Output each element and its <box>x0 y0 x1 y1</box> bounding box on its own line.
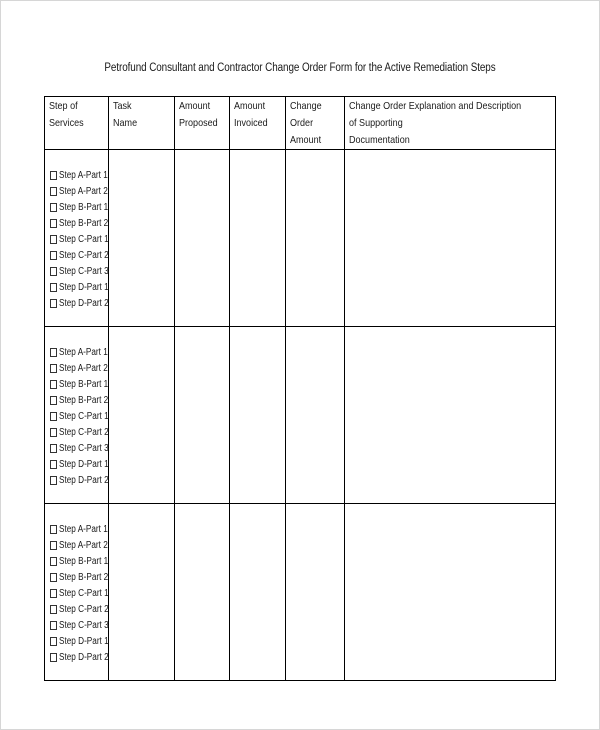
step-label: Step D-Part 1 <box>59 635 109 647</box>
step-option[interactable] <box>50 376 108 392</box>
step-option[interactable] <box>50 167 108 183</box>
step-option[interactable] <box>50 263 108 279</box>
step-option[interactable] <box>50 295 108 311</box>
checkbox[interactable] <box>50 396 57 405</box>
checkbox[interactable] <box>50 412 57 421</box>
checkbox[interactable] <box>50 573 57 582</box>
checkbox[interactable] <box>50 283 57 292</box>
checkbox[interactable] <box>50 219 57 228</box>
step-option[interactable] <box>50 408 108 424</box>
step-option[interactable] <box>50 553 108 569</box>
checkbox[interactable] <box>50 171 57 180</box>
step-label: Step A-Part 2 <box>59 362 108 374</box>
checkbox[interactable] <box>50 299 57 308</box>
step-label: Step B-Part 2 <box>59 217 109 229</box>
step-option[interactable] <box>50 231 108 247</box>
step-option[interactable] <box>50 633 108 649</box>
form-title: Petrofund Consultant and Contractor Change Order Form for the Active Remediation Steps <box>104 62 496 74</box>
step-option[interactable] <box>50 569 108 585</box>
step-label: Step A-Part 2 <box>59 539 108 551</box>
step-option[interactable] <box>50 392 108 408</box>
checkbox[interactable] <box>50 380 57 389</box>
step-label: Step C-Part 3 <box>59 619 109 631</box>
checkbox[interactable] <box>50 637 57 646</box>
task-name-cell[interactable] <box>109 327 175 504</box>
checkbox[interactable] <box>50 621 57 630</box>
explanation-cell[interactable] <box>345 150 556 327</box>
step-label: Step A-Part 1 <box>59 346 108 358</box>
checkbox[interactable] <box>50 267 57 276</box>
header-explanation: Change Order Explanation and Description of Supporting Documentation <box>345 97 556 150</box>
checkbox[interactable] <box>50 653 57 662</box>
checkbox[interactable] <box>50 251 57 260</box>
amount-invoiced-cell[interactable] <box>230 504 286 681</box>
task-name-cell[interactable] <box>109 504 175 681</box>
step-option[interactable] <box>50 424 108 440</box>
step-option[interactable] <box>50 183 108 199</box>
checkbox[interactable] <box>50 605 57 614</box>
step-option[interactable] <box>50 344 108 360</box>
checkbox[interactable] <box>50 541 57 550</box>
step-of-services-cell <box>45 504 109 681</box>
step-option[interactable] <box>50 521 108 537</box>
step-option[interactable] <box>50 649 108 665</box>
checkbox[interactable] <box>50 203 57 212</box>
step-option[interactable] <box>50 601 108 617</box>
checkbox[interactable] <box>50 187 57 196</box>
table-row <box>45 150 556 327</box>
task-name-cell[interactable] <box>109 150 175 327</box>
step-label: Step C-Part 1 <box>59 587 109 599</box>
checkbox[interactable] <box>50 476 57 485</box>
explanation-cell[interactable] <box>345 504 556 681</box>
amount-proposed-cell[interactable] <box>175 150 230 327</box>
header-row <box>45 97 556 150</box>
step-label: Step C-Part 1 <box>59 410 109 422</box>
step-checklist <box>45 150 108 311</box>
step-label: Step B-Part 2 <box>59 394 109 406</box>
change-order-amount-cell[interactable] <box>286 327 345 504</box>
checkbox[interactable] <box>50 460 57 469</box>
step-option[interactable] <box>50 279 108 295</box>
header-amount-invoiced: Amount Invoiced <box>230 97 286 150</box>
step-option[interactable] <box>50 440 108 456</box>
amount-proposed-cell[interactable] <box>175 504 230 681</box>
step-of-services-cell <box>45 150 109 327</box>
step-option[interactable] <box>50 360 108 376</box>
header-amount-proposed: Amount Proposed <box>175 97 230 150</box>
step-label: Step B-Part 1 <box>59 201 109 213</box>
checkbox[interactable] <box>50 525 57 534</box>
explanation-cell[interactable] <box>345 327 556 504</box>
step-option[interactable] <box>50 537 108 553</box>
step-option[interactable] <box>50 585 108 601</box>
checkbox[interactable] <box>50 589 57 598</box>
step-checklist <box>45 504 108 665</box>
step-option[interactable] <box>50 247 108 263</box>
checkbox[interactable] <box>50 235 57 244</box>
step-label: Step D-Part 1 <box>59 281 109 293</box>
checkbox[interactable] <box>50 348 57 357</box>
step-option[interactable] <box>50 617 108 633</box>
step-label: Step D-Part 2 <box>59 651 109 663</box>
change-order-table <box>44 96 556 681</box>
step-label: Step B-Part 1 <box>59 555 109 567</box>
step-option[interactable] <box>50 199 108 215</box>
step-of-services-cell <box>45 327 109 504</box>
table-row <box>45 504 556 681</box>
checkbox[interactable] <box>50 444 57 453</box>
step-label: Step C-Part 2 <box>59 603 109 615</box>
table-row <box>45 327 556 504</box>
step-label: Step C-Part 1 <box>59 233 109 245</box>
step-checklist <box>45 327 108 488</box>
checkbox[interactable] <box>50 428 57 437</box>
step-option[interactable] <box>50 456 108 472</box>
header-task-name: Task Name <box>109 97 175 150</box>
header-change-order-amount: Change Order Amount <box>286 97 345 150</box>
amount-invoiced-cell[interactable] <box>230 327 286 504</box>
checkbox[interactable] <box>50 364 57 373</box>
checkbox[interactable] <box>50 557 57 566</box>
step-label: Step B-Part 1 <box>59 378 109 390</box>
step-label: Step C-Part 3 <box>59 442 109 454</box>
step-label: Step C-Part 2 <box>59 249 109 261</box>
header-step-of-services: Step of Services <box>45 97 109 150</box>
change-order-amount-cell[interactable] <box>286 504 345 681</box>
step-label: Step A-Part 1 <box>59 169 108 181</box>
amount-proposed-cell[interactable] <box>175 327 230 504</box>
step-label: Step A-Part 1 <box>59 523 108 535</box>
amount-invoiced-cell[interactable] <box>230 150 286 327</box>
step-option[interactable] <box>50 215 108 231</box>
step-option[interactable] <box>50 472 108 488</box>
step-label: Step C-Part 2 <box>59 426 109 438</box>
step-label: Step D-Part 2 <box>59 474 109 486</box>
step-label: Step A-Part 2 <box>59 185 108 197</box>
step-label: Step C-Part 3 <box>59 265 109 277</box>
step-label: Step B-Part 2 <box>59 571 109 583</box>
step-label: Step D-Part 1 <box>59 458 109 470</box>
change-order-amount-cell[interactable] <box>286 150 345 327</box>
step-label: Step D-Part 2 <box>59 297 109 309</box>
